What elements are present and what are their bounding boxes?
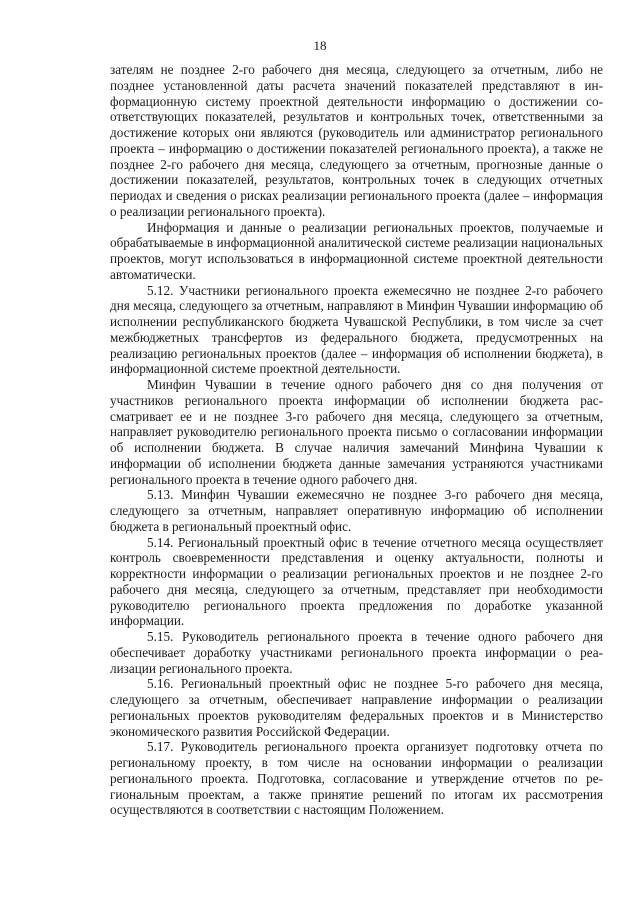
paragraph-minfin-review: Минфин Чувашии в течение одного рабочего дня со дня получения от участников регионального проекта информации об исполнении бюджета рассматривает ее и не позднее 3-го рабочего дня месяца, следующего за отчетным, направляет руководителю регионального проекта письмо о согласовании информации об исполнении бюджета. В случае наличия замечаний Минфина Чувашии к информации об исполнении бюджета данные замечания устраняются участниками регионального проекта в течение одного рабочего дня. — [110, 377, 603, 487]
page-number: 18 — [313, 38, 327, 53]
paragraph-5-14: 5.14. Региональный проектный офис в течение отчетного месяца осуществляет контроль своевременности представления и оценку актуальности, полноты и корректности информации о реализации региональных проектов и не позднее 2-го рабочего дня месяца, следующего за отчетным, представляет при необходимости руководителю регионального проекта предложения по доработке указанной информации. — [110, 534, 603, 629]
paragraph-5-17: 5.17. Руководитель регионального проекта организует подготовку отчета по региональному проекту, в том числе на основании информации о реализации регионального проекта. Подготовка, согласование и утверждение отчетов по региональным проектам, а также принятие решений по итогам их рассмотрения осуществляются в соответствии с настоящим Положением. — [110, 739, 603, 818]
paragraph-info-data: Информация и данные о реализации региональных проектов, получаемые и обрабатываемые в информационной аналитической системе реализации национальных проектов, могут использоваться в информационной системе проектной деятельности автоматически. — [110, 219, 603, 282]
paragraph-5-12: 5.12. Участники регионального проекта ежемесячно не позднее 2-го рабочего дня месяца, следующего за отчетным, направляют в Минфин Чувашии информацию об исполнении республиканского бюджета Чувашской Республики, в том числе за счет межбюджетных трансфертов из федерального бюджета, предусмотренных на реализацию региональных проектов (далее – информация об исполнении бюджета), в информационной системе проектной деятельности. — [110, 282, 603, 377]
paragraph-continuation: зателям не позднее 2-го рабочего дня месяца, следующего за отчетным, либо не позднее установленной даты расчета значений показателей представляют в информационную систему проектной деятельности информацию о достижении соответствующих показателей, результатов и контрольных точек, ответственными за достижение которых они являются (руководитель или администратор регионального проекта – информацию о достижении показателей регионального проекта), а также не позднее 2-го рабочего дня месяца, следующего за отчетным, прогнозные данные о достижении показателей, результатов, контрольных точек в следующих отчетных периодах и сведения о рисках реализации регионального проекта (далее – информация о реализации регионального проекта). — [110, 62, 603, 219]
paragraph-5-16: 5.16. Региональный проектный офис не позднее 5-го рабочего дня месяца, следующего за отчетным, обеспечивает направление информации о реализации региональных проектов руководителям федеральных проектов и в Министерство экономического развития Российской Федерации. — [110, 676, 603, 739]
paragraph-5-13: 5.13. Минфин Чувашии ежемесячно не позднее 3-го рабочего дня месяца, следующего за отчетным, направляет оперативную информацию об исполнении бюджета в региональный проектный офис. — [110, 487, 603, 534]
body-text — [110, 62, 603, 818]
paragraph-5-15: 5.15. Руководитель регионального проекта в течение одного рабочего дня обеспечивает доработку участниками регионального проекта информации о реализации регионального проекта. — [110, 629, 603, 676]
